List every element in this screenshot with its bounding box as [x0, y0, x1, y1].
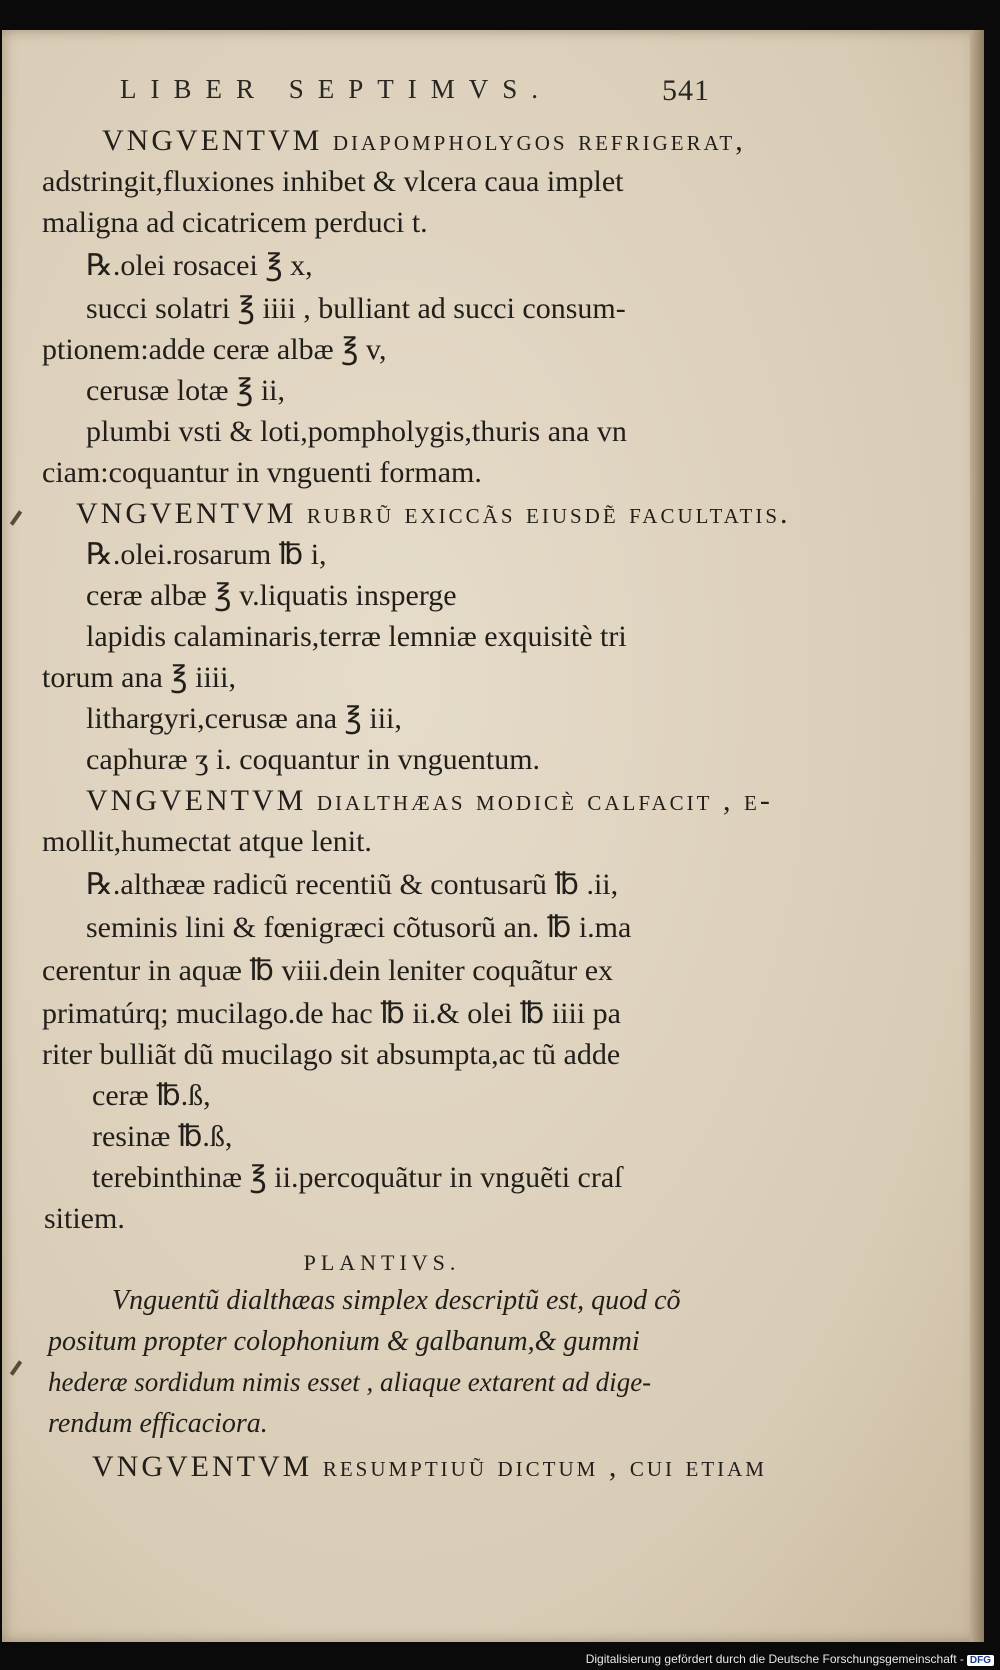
- text-line: resinæ ℔.ß,: [92, 1120, 233, 1153]
- text-line: ℞.althææ radicũ recentiũ & contusarũ ℔ .ii,: [86, 868, 619, 901]
- credit-text: Digitalisierung gefördert durch die Deutsche Forschungsgemeinschaft -: [585, 1652, 964, 1666]
- text-line: VNGVENTVM diapompholygos refrigerat,: [102, 124, 746, 157]
- text-line: maligna ad cicatricem perduci t.: [42, 206, 428, 239]
- section-heading: PLANTIVS.: [303, 1250, 461, 1275]
- text-line: cerentur in aquæ ℔ viii.dein leniter coquãtur ex: [42, 954, 614, 987]
- page-edge: [970, 30, 984, 1642]
- text-line: positum propter colophonium & galbanum,& gummi: [48, 1326, 640, 1357]
- text-line: ℞.olei.rosarum ℔ i,: [86, 538, 327, 571]
- text-line: lapidis calaminaris,terræ lemniæ exquisitè tri: [86, 620, 627, 653]
- margin-mark: [10, 510, 22, 525]
- text-line: ceræ albæ ℥ v.liquatis insperge: [86, 579, 457, 612]
- digitization-credit: [586, 1652, 994, 1666]
- text-line: adstringit,fluxiones inhibet & vlcera caua implet: [42, 165, 624, 198]
- text-line: ptionem:adde ceræ albæ ℥ v,: [42, 333, 387, 366]
- text-line: mollit,humectat atque lenit.: [42, 825, 372, 858]
- text-line: terebinthinæ ℥ ii.percoquãtur in vnguẽti craſ: [92, 1161, 623, 1194]
- text-line: hederæ sordidum nimis esset , aliaque extarent ad dige-: [48, 1367, 652, 1397]
- text-line: caphuræ ʒ i. coquantur in vnguentum.: [86, 743, 541, 776]
- text-line: VNGVENTVM rubrũ exiccãs eiusdẽ facultatis.: [76, 497, 791, 530]
- text-line: primatúrq; mucilago.de hac ℔ ii.& olei ℔ iiii pa: [42, 997, 621, 1030]
- page-number: 541: [662, 74, 710, 107]
- text-line: plumbi vsti & loti,pompholygis,thuris ana vn: [86, 415, 627, 448]
- text-line: cerusæ lotæ ℥ ii,: [86, 374, 285, 407]
- text-line: seminis lini & fœnigræci cõtusorũ an. ℔ i.ma: [86, 911, 632, 944]
- text-line: ceræ ℔.ß,: [92, 1079, 211, 1112]
- text-line: ℞.olei rosacei ℥ x,: [86, 249, 313, 282]
- text-line: lithargyri,cerusæ ana ℥ iii,: [86, 702, 402, 735]
- running-head: LIBER SEPTIMVS.: [120, 74, 553, 104]
- text-line: rendum efficaciora.: [48, 1408, 268, 1439]
- book-page: [2, 30, 984, 1642]
- text-line: VNGVENTVM dialthæas modicè calfacit , e-: [86, 784, 773, 817]
- text-line: sitiem.: [44, 1202, 125, 1235]
- text-line: VNGVENTVM resumptiuũ dictum , cui etiam: [92, 1450, 767, 1483]
- text-line: succi solatri ℥ iiii , bulliant ad succi consum-: [86, 292, 626, 325]
- text-line: Vnguentũ dialthæas simplex descriptũ est, quod cõ: [112, 1285, 681, 1316]
- text-line: ciam:coquantur in vnguenti formam.: [42, 456, 482, 489]
- margin-mark: [10, 1360, 22, 1375]
- dfg-logo: DFG: [967, 1655, 994, 1666]
- text-line: riter bulliãt dũ mucilago sit absumpta,ac tũ adde: [42, 1038, 621, 1071]
- text-line: torum ana ℥ iiii,: [42, 661, 236, 694]
